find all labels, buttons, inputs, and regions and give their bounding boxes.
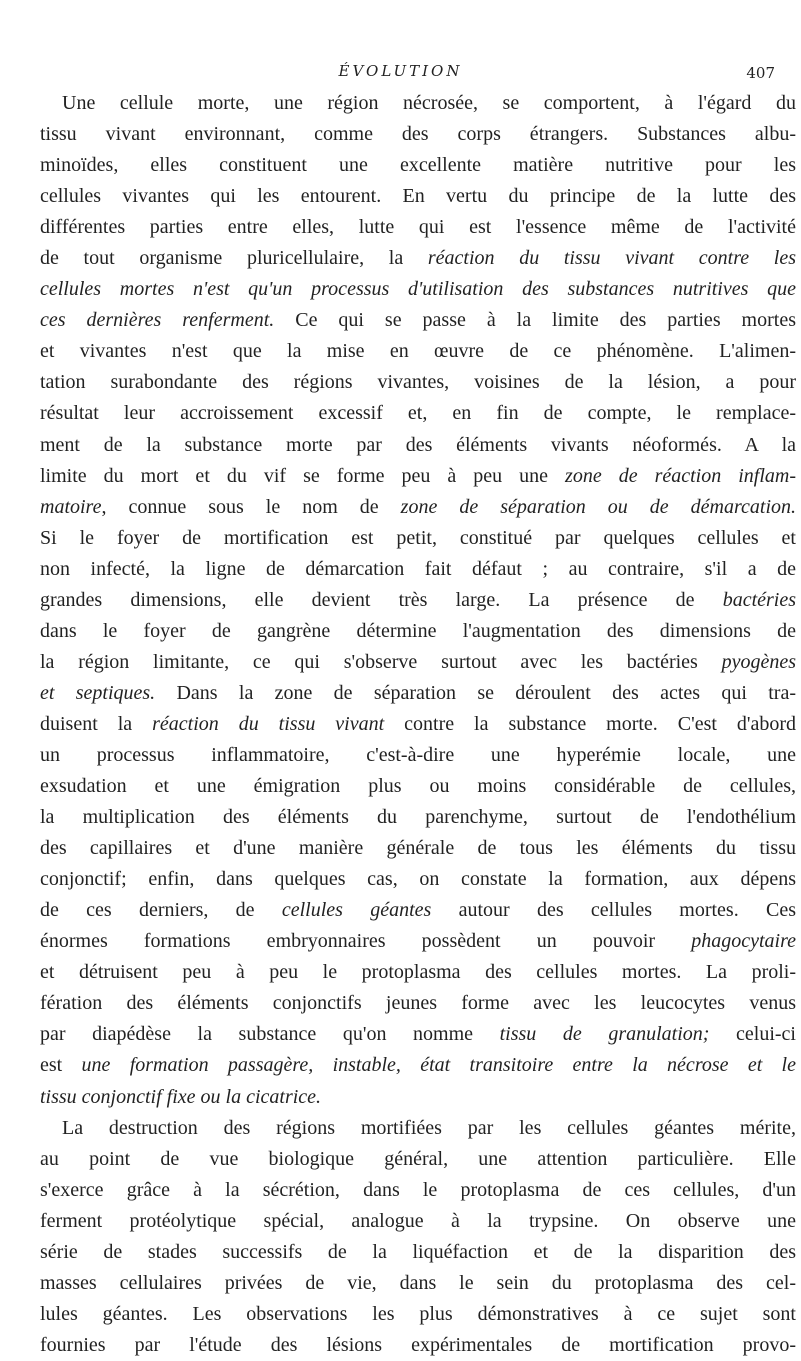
text-segment: différentes parties entre elles, lutte qui est l'essence même de l'activité [40, 216, 796, 239]
italic-text: tissu de granulation; [499, 1023, 710, 1046]
text-line [40, 926, 796, 957]
text-line [40, 212, 796, 243]
text-line [40, 895, 796, 926]
italic-text: réaction du tissu vivant contre les [427, 247, 796, 270]
page-number: 407 [746, 64, 775, 82]
text-segment: résultat leur accroissement excessif et, en fin de compte, le remplace- [40, 402, 796, 425]
running-title: ÉVOLUTION [338, 62, 463, 80]
text-segment: Ce qui se passe à la limite des parties mortes [274, 309, 796, 332]
text-segment: minoïdes, elles constituent une excellente matière nutritive pour les [40, 154, 796, 177]
text-segment: série de stades successifs de la liquéfaction et de la disparition des [40, 1240, 796, 1263]
text-line [40, 1206, 796, 1237]
text-segment: ment de la substance morte par des éléments vivants néoformés. A la [40, 433, 796, 456]
italic-text: tissu conjonctif fixe ou la cicatrice. [40, 1085, 322, 1108]
text-segment: tissu vivant environnant, comme des corps étrangers. Substances albu- [40, 123, 796, 146]
text-line [40, 367, 796, 398]
text-segment: limite du mort et du vif se forme peu à peu une [40, 464, 566, 487]
text-segment: s'exerce grâce à la sécrétion, dans le protoplasma de ces cellules, d'un [40, 1178, 796, 1201]
text-segment: de ces derniers, de [40, 899, 282, 922]
italic-text: cellules mortes n'est qu'un processus d'utilisation des substances nutritives que [40, 278, 796, 301]
text-line [40, 1299, 796, 1330]
text-line [40, 709, 796, 740]
text-segment: des capillaires et d'une manière générale de tous les éléments du tissu [40, 837, 796, 860]
text-segment: non infecté, la ligne de démarcation fait défaut ; au contraire, s'il a de [40, 557, 796, 580]
italic-text: matoire [40, 495, 102, 518]
text-line [40, 833, 796, 864]
text-line [40, 1019, 796, 1050]
text-segment: est [40, 1054, 82, 1077]
text-line [40, 554, 796, 585]
text-line [40, 616, 796, 647]
text-segment: ferment protéolytique spécial, analogue à la trypsine. On observe une [40, 1209, 796, 1232]
text-line [40, 771, 796, 802]
text-line [40, 1268, 796, 1299]
text-line [40, 1082, 796, 1113]
text-line [40, 1050, 796, 1081]
text-line [40, 336, 796, 367]
text-segment: dans le foyer de gangrène détermine l'augmentation des dimensions de [40, 619, 796, 642]
text-segment: contre la substance morte. C'est d'abord [384, 712, 796, 735]
italic-text: zone de séparation ou de démarcation. [400, 495, 796, 518]
text-segment: , connue sous le nom de [101, 495, 401, 518]
text-segment: tation surabondante des régions vivantes, voisines de la lésion, a pour [40, 371, 796, 394]
text-segment: conjonctif; enfin, dans quelques cas, on constate la formation, aux dépens [40, 868, 796, 891]
text-line [40, 119, 796, 150]
text-line [40, 243, 796, 274]
text-segment: par diapédèse la substance qu'on nomme [40, 1023, 500, 1046]
text-line [40, 523, 796, 554]
text-segment: fournies par l'étude des lésions expérimentales de mortification provo- [40, 1333, 796, 1356]
text-line [40, 1175, 796, 1206]
text-segment: la région limitante, ce qui s'observe surtout avec les bactéries [40, 650, 722, 673]
text-line [40, 864, 796, 895]
italic-text: bactéries [722, 588, 796, 611]
text-line [40, 957, 796, 988]
text-line [40, 398, 796, 429]
text-segment: cellules vivantes qui les entourent. En vertu du principe de la lutte des [40, 185, 796, 208]
text-line [40, 802, 796, 833]
text-line [40, 150, 796, 181]
text-segment: masses cellulaires privées de vie, dans le sein du protoplasma des cel- [40, 1271, 796, 1294]
text-line [40, 740, 796, 771]
text-line [40, 585, 796, 616]
italic-text: zone de réaction inflam- [565, 464, 796, 487]
text-segment: la multiplication des éléments du parenchyme, surtout de l'endothélium [40, 806, 796, 829]
text-line [40, 647, 796, 678]
text-line [40, 305, 796, 336]
text-segment: au point de vue biologique général, une attention particulière. Elle [40, 1147, 796, 1170]
italic-text: ces dernières renferment. [40, 309, 275, 332]
text-line [40, 181, 796, 212]
text-line [40, 430, 796, 461]
text-line [40, 1330, 796, 1361]
text-line [40, 1237, 796, 1268]
text-segment: celui-ci [709, 1023, 796, 1046]
text-segment: Dans la zone de séparation se déroulent des actes qui tra- [155, 681, 796, 704]
text-line [40, 88, 796, 119]
body-text [40, 88, 796, 1361]
text-segment: Une cellule morte, une région nécrosée, se comportent, à l'égard du [62, 92, 796, 114]
text-line [40, 678, 796, 709]
italic-text: pyogènes [721, 650, 796, 673]
text-line [40, 492, 796, 523]
text-line [40, 988, 796, 1019]
text-segment: un processus inflammatoire, c'est-à-dire une hyperémie locale, une [40, 743, 796, 766]
text-line [40, 274, 796, 305]
text-segment: fération des éléments conjonctifs jeunes forme avec les leucocytes venus [40, 992, 796, 1015]
text-segment: de tout organisme pluricellulaire, la [40, 247, 428, 270]
text-segment: exsudation et une émigration plus ou moins considérable de cellules, [40, 775, 796, 798]
text-segment: duisent la [40, 712, 153, 735]
text-segment: grandes dimensions, elle devient très large. La présence de [40, 588, 723, 611]
italic-text: cellules géantes [281, 899, 432, 922]
text-segment: et détruisent peu à peu le protoplasma des cellules mortes. La proli- [40, 961, 796, 984]
text-segment: Si le foyer de mortification est petit, constitué par quelques cellules et [40, 526, 796, 549]
italic-text: et septiques. [40, 681, 156, 704]
text-line [40, 461, 796, 492]
text-line [40, 1144, 796, 1175]
italic-text: réaction du tissu vivant [152, 712, 385, 735]
italic-text: phagocytaire [691, 930, 796, 953]
text-line [40, 1113, 796, 1144]
text-segment: autour des cellules mortes. Ces [431, 899, 796, 922]
italic-text: une formation passagère, instable, état transitoire entre la nécrose et le [81, 1054, 796, 1077]
text-segment: lules géantes. Les observations les plus démonstratives à ce sujet sont [40, 1302, 796, 1325]
text-segment: et vivantes n'est que la mise en œuvre de ce phénomène. L'alimen- [40, 340, 796, 363]
text-segment: La destruction des régions mortifiées par les cellules géantes mérite, [62, 1116, 796, 1139]
text-segment: énormes formations embryonnaires possèdent un pouvoir [40, 930, 692, 953]
